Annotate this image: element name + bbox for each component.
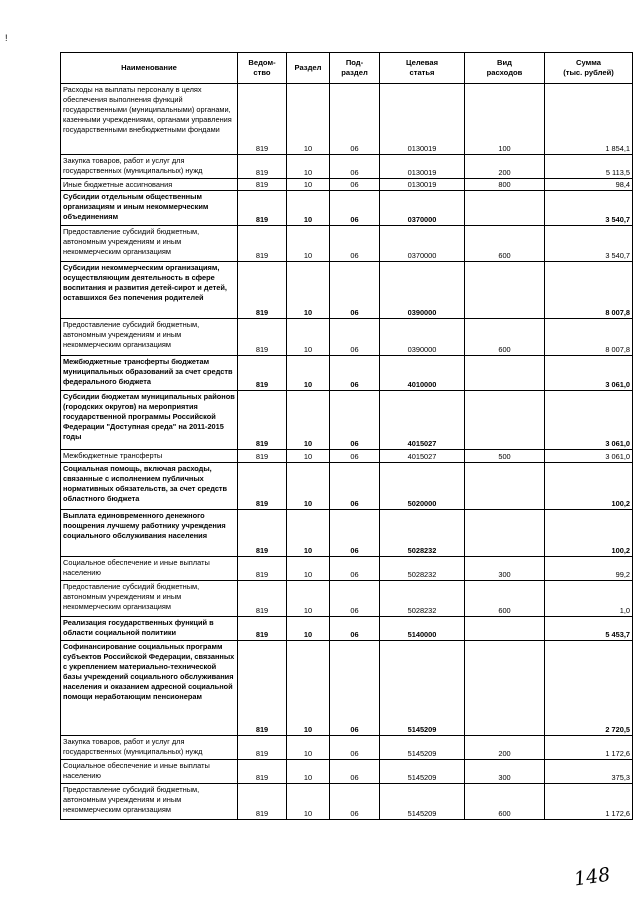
row-summa: 5 113,5 (545, 155, 633, 179)
row-cel: 0390000 (380, 262, 465, 319)
row-name: Социальное обеспечение и иные выплаты населению (61, 760, 238, 784)
row-razdel: 10 (287, 155, 330, 179)
row-name: Софинансирование социальных программ субъектов Российской Федерации, связанных с укреплением материально-технической базы учреждений социального обслуживания населения и оказанием адресной социальной помощи неработающим пенсионерам (61, 641, 238, 736)
row-cel: 0370000 (380, 226, 465, 262)
row-name: Реализация государственных функций в области социальной политики (61, 617, 238, 641)
row-vid: 600 (465, 581, 545, 617)
row-cel: 4010000 (380, 356, 465, 391)
row-name: Предоставление субсидий бюджетным, автономным учреждениям и иным некоммерческим организациям (61, 319, 238, 356)
row-vid (465, 510, 545, 557)
table-row (61, 510, 633, 557)
table-row (61, 617, 633, 641)
row-podrazdel: 06 (330, 262, 380, 319)
row-razdel: 10 (287, 191, 330, 226)
row-vid: 100 (465, 84, 545, 155)
row-razdel: 10 (287, 450, 330, 463)
row-razdel: 10 (287, 784, 330, 820)
row-ved: 819 (238, 581, 287, 617)
row-podrazdel: 06 (330, 463, 380, 510)
row-vid: 200 (465, 736, 545, 760)
table-row (61, 784, 633, 820)
row-summa: 1 172,6 (545, 736, 633, 760)
row-podrazdel: 06 (330, 226, 380, 262)
table-row (61, 191, 633, 226)
header-podrazdel: Под- раздел (330, 53, 380, 84)
row-podrazdel: 06 (330, 319, 380, 356)
page-number: 148 (572, 863, 612, 891)
row-vid (465, 391, 545, 450)
row-name: Социальное обеспечение и иные выплаты населению (61, 557, 238, 581)
row-podrazdel: 06 (330, 391, 380, 450)
row-vid (465, 356, 545, 391)
table-row (61, 84, 633, 155)
row-razdel: 10 (287, 356, 330, 391)
table-row (61, 155, 633, 179)
row-vid: 300 (465, 760, 545, 784)
row-vid (465, 463, 545, 510)
row-summa: 3 061,0 (545, 356, 633, 391)
row-cel: 5140000 (380, 617, 465, 641)
row-vid (465, 262, 545, 319)
row-ved: 819 (238, 510, 287, 557)
row-podrazdel: 06 (330, 557, 380, 581)
row-summa: 100,2 (545, 463, 633, 510)
row-podrazdel: 06 (330, 450, 380, 463)
row-razdel: 10 (287, 226, 330, 262)
row-ved: 819 (238, 760, 287, 784)
row-ved: 819 (238, 262, 287, 319)
table-row (61, 760, 633, 784)
row-cel: 5028232 (380, 557, 465, 581)
header-razdel: Раздел (287, 53, 330, 84)
header-cel: Целевая статья (380, 53, 465, 84)
row-name: Субсидии бюджетам муниципальных районов (городских округов) на мероприятия государственной программы Российской Федерации "Доступная среда" на 2011-2015 годы (61, 391, 238, 450)
table-row (61, 463, 633, 510)
row-cel: 5028232 (380, 581, 465, 617)
row-name: Межбюджетные трансферты бюджетам муниципальных образований за счет средств федерального бюджета (61, 356, 238, 391)
row-vid: 600 (465, 784, 545, 820)
row-name: Выплата единовременного денежного поощрения лучшему работнику учреждения социального обслуживания населения (61, 510, 238, 557)
row-summa: 3 061,0 (545, 450, 633, 463)
row-summa: 1 172,6 (545, 784, 633, 820)
row-razdel: 10 (287, 760, 330, 784)
row-razdel: 10 (287, 557, 330, 581)
row-podrazdel: 06 (330, 179, 380, 191)
table-row (61, 319, 633, 356)
row-ved: 819 (238, 191, 287, 226)
row-cel: 5145209 (380, 641, 465, 736)
row-vid (465, 617, 545, 641)
row-cel: 4015027 (380, 391, 465, 450)
row-summa: 8 007,8 (545, 262, 633, 319)
row-name: Предоставление субсидий бюджетным, автономным учреждениям и иным некоммерческим организациям (61, 581, 238, 617)
header-vid: Вид расходов (465, 53, 545, 84)
row-summa: 3 061,0 (545, 391, 633, 450)
row-summa: 100,2 (545, 510, 633, 557)
row-cel: 0130019 (380, 179, 465, 191)
row-cel: 5028232 (380, 510, 465, 557)
table-row (61, 736, 633, 760)
row-ved: 819 (238, 617, 287, 641)
table-row (61, 356, 633, 391)
row-vid: 600 (465, 319, 545, 356)
header-name: Наименование (61, 53, 238, 84)
table-row (61, 557, 633, 581)
row-name: Межбюджетные трансферты (61, 450, 238, 463)
row-razdel: 10 (287, 510, 330, 557)
row-summa: 1 854,1 (545, 84, 633, 155)
row-summa: 2 720,5 (545, 641, 633, 736)
row-ved: 819 (238, 226, 287, 262)
row-ved: 819 (238, 179, 287, 191)
row-vid: 200 (465, 155, 545, 179)
row-cel: 5020000 (380, 463, 465, 510)
row-cel: 5145209 (380, 760, 465, 784)
row-ved: 819 (238, 319, 287, 356)
row-vid (465, 191, 545, 226)
row-podrazdel: 06 (330, 581, 380, 617)
row-name: Расходы на выплаты персоналу в целях обеспечения выполнения функций государственными (муниципальными) органами, казенными учреждениями, органами управления государственными внебюджетными фондами (61, 84, 238, 155)
row-name: Социальная помощь, включая расходы, связанные с исполнением публичных нормативных обязательств, за счет средств областного бюджета (61, 463, 238, 510)
row-name: Предоставление субсидий бюджетным, автономным учреждениям и иным некоммерческим организациям (61, 226, 238, 262)
row-name: Субсидии отдельным общественным организациям и иным некоммерческим объединениям (61, 191, 238, 226)
row-cel: 0130019 (380, 84, 465, 155)
row-cel: 5145209 (380, 784, 465, 820)
row-name: Субсидии некоммерческим организациям, осуществляющим деятельность в сфере воспитания и развития детей-сирот и детей, оставшихся без попечения родителей (61, 262, 238, 319)
budget-table (60, 52, 633, 820)
row-cel: 0390000 (380, 319, 465, 356)
row-vid: 600 (465, 226, 545, 262)
row-razdel: 10 (287, 179, 330, 191)
row-vid: 300 (465, 557, 545, 581)
row-razdel: 10 (287, 617, 330, 641)
table-row (61, 391, 633, 450)
row-vid (465, 641, 545, 736)
table-row (61, 226, 633, 262)
table-row (61, 450, 633, 463)
row-ved: 819 (238, 557, 287, 581)
row-ved: 819 (238, 736, 287, 760)
row-ved: 819 (238, 84, 287, 155)
row-podrazdel: 06 (330, 784, 380, 820)
table-row (61, 179, 633, 191)
row-podrazdel: 06 (330, 510, 380, 557)
row-cel: 0130019 (380, 155, 465, 179)
row-podrazdel: 06 (330, 760, 380, 784)
row-razdel: 10 (287, 391, 330, 450)
row-cel: 5145209 (380, 736, 465, 760)
header-summa: Сумма (тыс. рублей) (545, 53, 633, 84)
row-summa: 375,3 (545, 760, 633, 784)
row-ved: 819 (238, 450, 287, 463)
row-podrazdel: 06 (330, 155, 380, 179)
margin-mark: ! (5, 33, 8, 43)
row-vid: 800 (465, 179, 545, 191)
row-summa: 3 540,7 (545, 226, 633, 262)
row-razdel: 10 (287, 463, 330, 510)
row-summa: 1,0 (545, 581, 633, 617)
row-razdel: 10 (287, 581, 330, 617)
row-razdel: 10 (287, 736, 330, 760)
row-ved: 819 (238, 155, 287, 179)
row-podrazdel: 06 (330, 191, 380, 226)
row-summa: 3 540,7 (545, 191, 633, 226)
row-razdel: 10 (287, 84, 330, 155)
row-podrazdel: 06 (330, 617, 380, 641)
row-ved: 819 (238, 784, 287, 820)
header-ved: Ведом- ство (238, 53, 287, 84)
row-name: Закупка товаров, работ и услуг для государственных (муниципальных) нужд (61, 155, 238, 179)
row-name: Предоставление субсидий бюджетным, автономным учреждениям и иным некоммерческим организациям (61, 784, 238, 820)
row-summa: 99,2 (545, 557, 633, 581)
row-cel: 4015027 (380, 450, 465, 463)
row-razdel: 10 (287, 641, 330, 736)
row-summa: 98,4 (545, 179, 633, 191)
row-podrazdel: 06 (330, 356, 380, 391)
row-ved: 819 (238, 391, 287, 450)
row-cel: 0370000 (380, 191, 465, 226)
row-ved: 819 (238, 641, 287, 736)
row-name: Закупка товаров, работ и услуг для государственных (муниципальных) нужд (61, 736, 238, 760)
row-summa: 5 453,7 (545, 617, 633, 641)
table-row (61, 641, 633, 736)
table-row (61, 262, 633, 319)
row-ved: 819 (238, 356, 287, 391)
row-vid: 500 (465, 450, 545, 463)
row-podrazdel: 06 (330, 641, 380, 736)
table-row (61, 581, 633, 617)
row-razdel: 10 (287, 319, 330, 356)
row-ved: 819 (238, 463, 287, 510)
row-name: Иные бюджетные ассигнования (61, 179, 238, 191)
row-podrazdel: 06 (330, 84, 380, 155)
row-summa: 8 007,8 (545, 319, 633, 356)
header-row (61, 53, 633, 84)
row-podrazdel: 06 (330, 736, 380, 760)
row-razdel: 10 (287, 262, 330, 319)
